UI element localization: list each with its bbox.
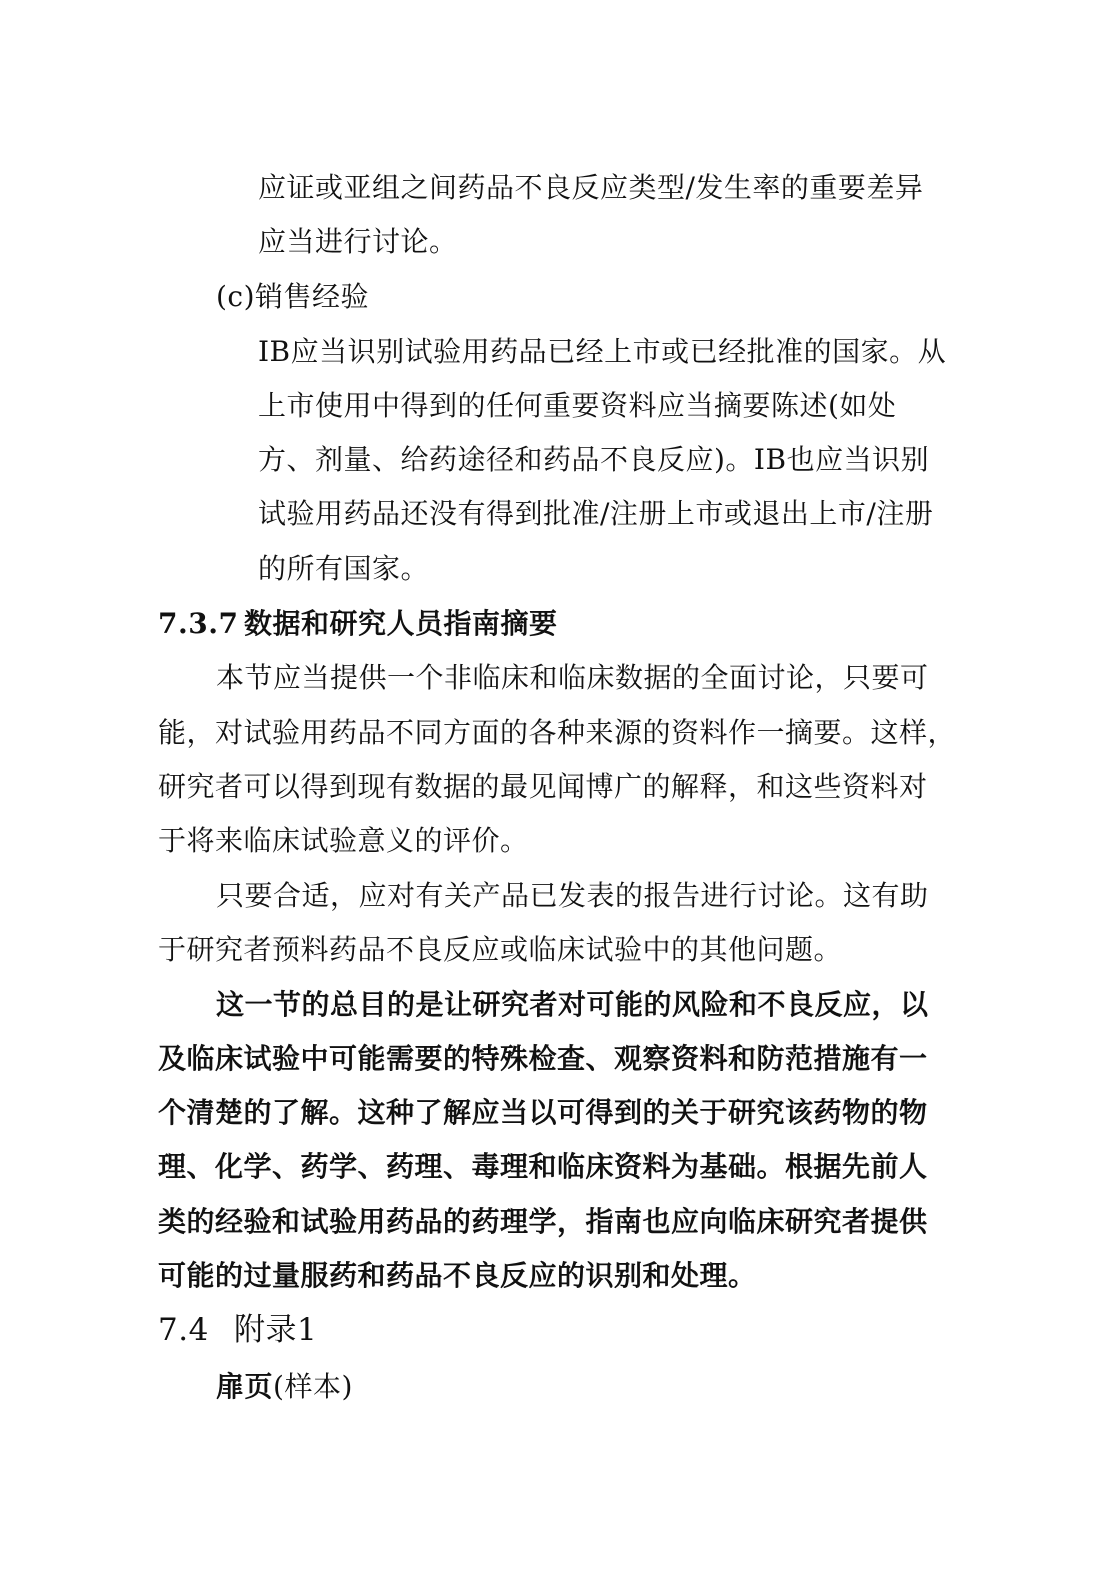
text-line: 研究者可以得到现有数据的最见闻博广的解释，和这些资料对 <box>158 770 928 803</box>
text-line: 的所有国家。 <box>258 552 430 585</box>
title-page-bold: 扉页 <box>216 1370 274 1403</box>
title-page-suffix: (样本) <box>273 1370 353 1403</box>
section-number: 7.4 <box>158 1312 209 1348</box>
bold-text-line: 类的经验和试验用药品的药理学，指南也应向临床研究者提供 <box>158 1205 928 1238</box>
item-c-title: (c)销售经验 <box>216 280 370 313</box>
text-line: 试验用药品还没有得到批准/注册上市或退出上市/注册 <box>258 497 934 530</box>
bold-text-line: 这一节的总目的是让研究者对可能的风险和不良反应，以 <box>216 988 929 1021</box>
bold-text-line: 及临床试验中可能需要的特殊检查、观察资料和防范措施有一 <box>158 1042 928 1075</box>
text-line: 能，对试验用药品不同方面的各种来源的资料作一摘要。这样， <box>158 716 957 749</box>
text-line: IB应当识别试验用药品已经上市或已经批准的国家。从 <box>258 335 947 368</box>
section-title: 附录1 <box>234 1312 318 1348</box>
text-line: 只要合适，应对有关产品已发表的报告进行讨论。这有助 <box>216 879 929 912</box>
text-line: 应当进行讨论。 <box>258 225 458 258</box>
text-line: 上市使用中得到的任何重要资料应当摘要陈述(如处 <box>258 389 897 422</box>
text-line: 方、剂量、给药途径和药品不良反应)。IB也应当识别 <box>258 443 930 476</box>
bold-text-line: 个清楚的了解。这种了解应当以可得到的关于研究该药物的物 <box>158 1096 928 1129</box>
text-line: 本节应当提供一个非临床和临床数据的全面讨论，只要可 <box>216 661 929 694</box>
bold-text-line: 可能的过量服药和药品不良反应的识别和处理。 <box>158 1259 757 1292</box>
bold-text-line: 理、化学、药学、药理、毒理和临床资料为基础。根据先前人 <box>158 1150 928 1183</box>
text-line: 于将来临床试验意义的评价。 <box>158 824 529 857</box>
text-line: 于研究者预料药品不良反应或临床试验中的其他问题。 <box>158 933 843 966</box>
text-line: 应证或亚组之间药品不良反应类型/发生率的重要差异 <box>258 171 924 204</box>
section-number: 7.3.7 <box>158 607 239 640</box>
section-title: 数据和研究人员指南摘要 <box>244 607 558 640</box>
section-heading-74 <box>158 1310 317 1350</box>
title-page-label <box>216 1367 353 1407</box>
section-heading-737 <box>158 604 558 644</box>
